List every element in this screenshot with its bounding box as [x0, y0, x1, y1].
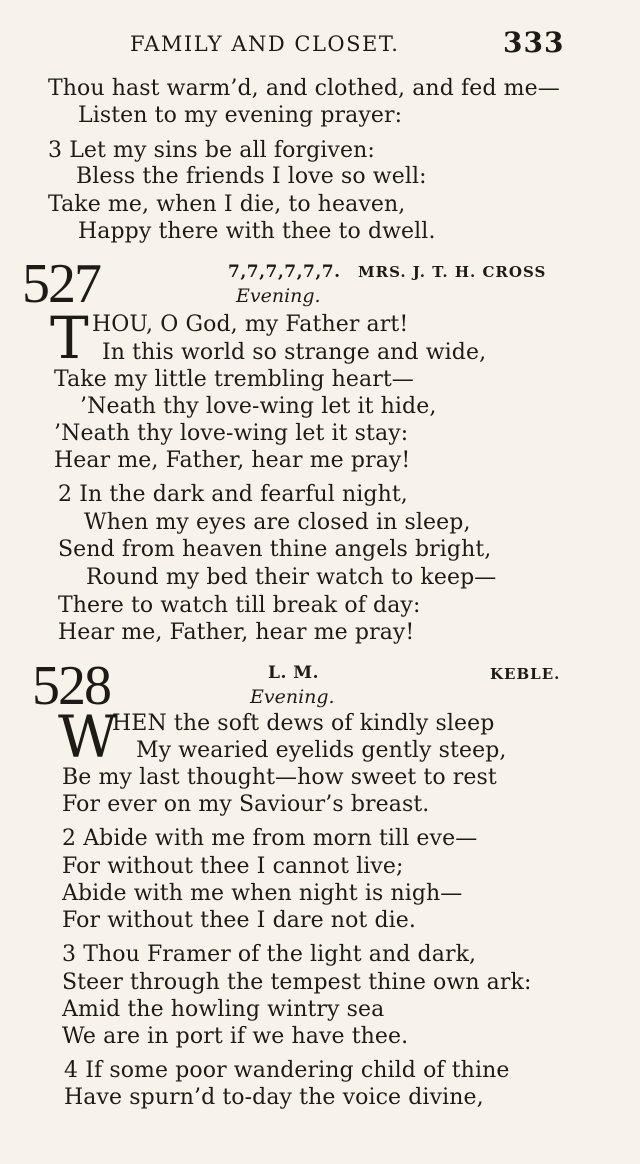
verse-line: Bless the friends I love so well:: [76, 164, 427, 189]
verse-line: Round my bed their watch to keep—: [86, 565, 497, 590]
hymn-subtitle: Evening.: [236, 285, 321, 307]
verse-line: 2 In the dark and fearful night,: [58, 482, 408, 507]
hymn-number: 528: [32, 655, 110, 717]
verse-line: Send from heaven thine angels bright,: [58, 537, 492, 562]
verse-line: Abide with me when night is nigh—: [62, 881, 463, 906]
hymn-subtitle: Evening.: [250, 686, 335, 708]
verse-line: Thou hast warm’d, and clothed, and fed me—: [48, 76, 560, 101]
verse-line: Have spurn’d to-day the voice divine,: [64, 1085, 484, 1110]
verse-line: For without thee I dare not die.: [62, 908, 416, 933]
verse-line: We are in port if we have thee.: [62, 1024, 409, 1049]
verse-line: 3 Let my sins be all forgiven:: [48, 138, 375, 163]
hymn-meter: 7,7,7,7,7,7.: [228, 262, 341, 282]
page-number: 333: [503, 26, 565, 59]
running-header: FAMILY AND CLOSET.: [130, 32, 400, 56]
verse-line: Take my little trembling heart—: [54, 367, 414, 392]
verse-line: Listen to my evening prayer:: [78, 103, 403, 128]
drop-cap: W: [58, 703, 118, 771]
hymn-number: 527: [22, 253, 100, 315]
verse-line: When my eyes are closed in sleep,: [84, 510, 471, 535]
verse-line: 2 Abide with me from morn till eve—: [62, 826, 478, 851]
verse-line: There to watch till break of day:: [58, 593, 421, 618]
verse-line: Be my last thought—how sweet to rest: [62, 765, 497, 790]
verse-line: 4 If some poor wandering child of thine: [64, 1058, 510, 1083]
verse-line: ’Neath thy love-wing let it hide,: [80, 394, 437, 419]
verse-line: 3 Thou Framer of the light and dark,: [62, 942, 477, 967]
hymn-author: KEBLE.: [490, 665, 561, 683]
verse-line: My wearied eyelids gently steep,: [136, 738, 507, 763]
verse-line: In this world so strange and wide,: [102, 340, 487, 365]
verse-line: For ever on my Saviour’s breast.: [62, 792, 430, 817]
verse-line: Happy there with thee to dwell.: [78, 219, 436, 244]
verse-line: Take me, when I die, to heaven,: [48, 192, 406, 217]
verse-line: Hear me, Father, hear me pray!: [58, 620, 415, 645]
hymn-meter: L. M.: [268, 663, 320, 683]
verse-line: Steer through the tempest thine own ark:: [62, 970, 532, 995]
verse-line: HEN the soft dews of kindly sleep: [112, 711, 495, 736]
hymn-author: MRS. J. T. H. CROSS: [358, 263, 547, 281]
drop-cap: T: [50, 304, 89, 372]
verse-line: HOU, O God, my Father art!: [92, 312, 409, 337]
verse-line: For without thee I cannot live;: [62, 854, 404, 879]
verse-line: Hear me, Father, hear me pray!: [54, 448, 411, 473]
verse-line: Amid the howling wintry sea: [62, 997, 385, 1022]
verse-line: ’Neath thy love-wing let it stay:: [54, 421, 409, 446]
